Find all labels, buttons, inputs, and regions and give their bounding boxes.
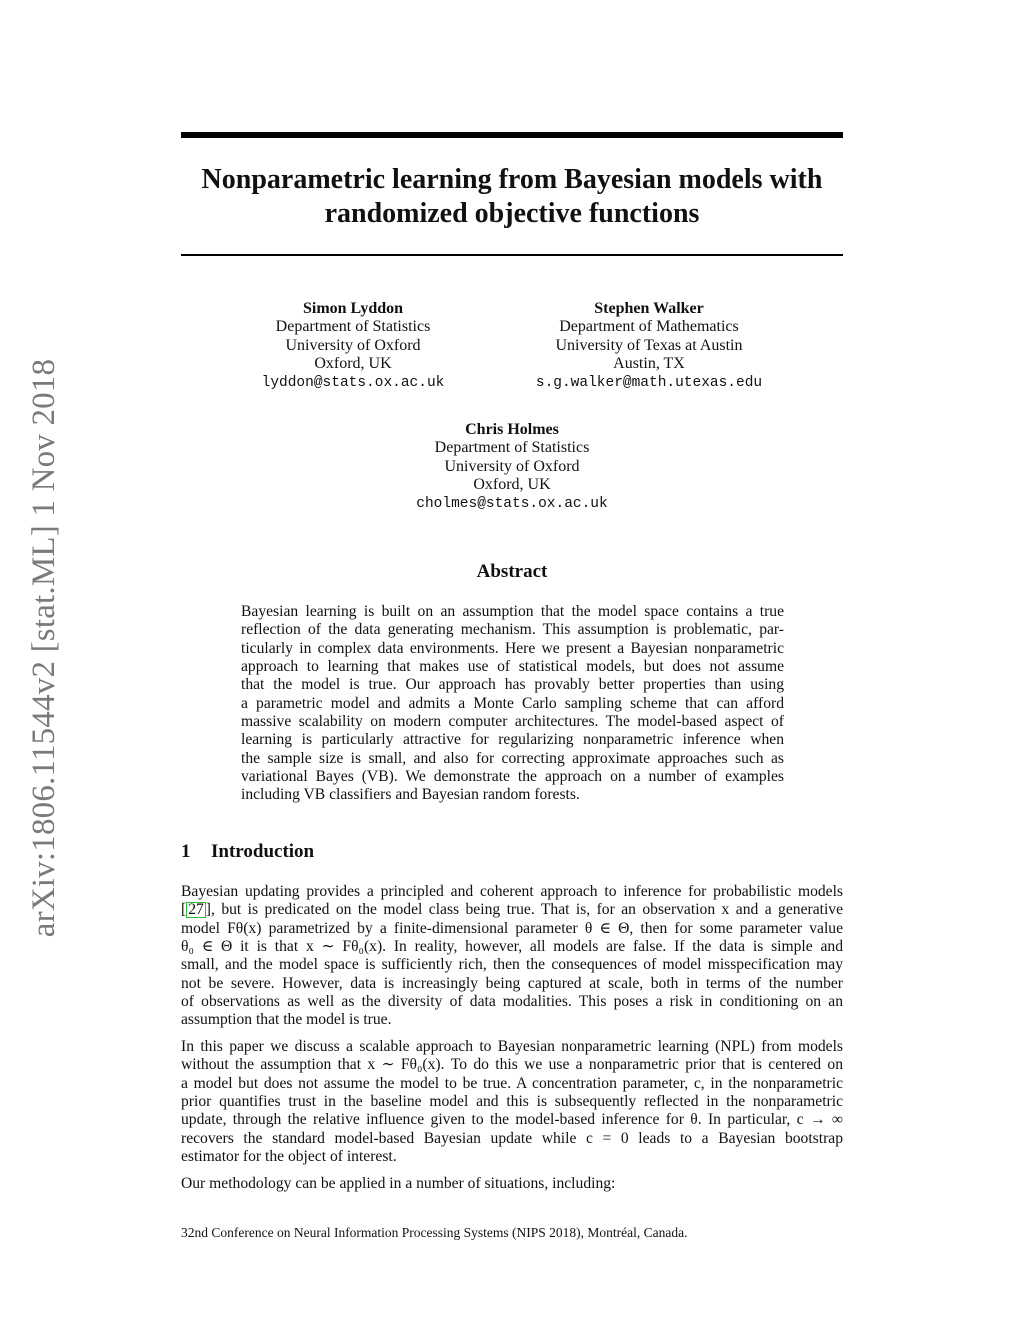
intro-paragraph-3 [181, 1175, 843, 1193]
section-number: 1 [181, 841, 191, 862]
citation-link-27[interactable]: 27 [188, 901, 204, 919]
abstract-line: massive scalability on modern computer architectures. The model-based aspect of [241, 713, 784, 731]
paragraph-line: In this paper we discuss a scalable approach to Bayesian nonparametric learning (NPL) from models [181, 1038, 843, 1055]
author-department: Department of Mathematics [559, 318, 739, 336]
author-email: lyddon@stats.ox.ac.uk [261, 375, 445, 392]
paragraph-line: without the assumption that x ∼ Fθ₀(x). To do this we use a nonparametric prior that is centered on [181, 1056, 843, 1074]
author-location: Austin, TX [613, 354, 685, 372]
abstract-line: that the model is true. Our approach has provably better properties than using [241, 676, 784, 694]
abstract-line: approach to learning that makes use of statistical models, but does not assume [241, 658, 784, 676]
paper-title-line-1: Nonparametric learning from Bayesian models with [201, 164, 823, 195]
author-university: University of Oxford [285, 336, 421, 354]
section-heading-introduction [181, 840, 314, 864]
abstract-line: ticularly in complex data environments. Here we present a Bayesian nonparametric [241, 639, 784, 657]
author-block-lyddon [203, 300, 503, 392]
paragraph-line: of observations as well as the diversity of data modalities. This poses a risk in conditioning on an [181, 993, 843, 1011]
author-university: University of Texas at Austin [555, 336, 743, 354]
author-department: Department of Statistics [275, 318, 431, 336]
paragraph-line: θ₀ ∈ Θ it is that x ∼ Fθ₀(x). In reality, however, all models are false. If the data is simple and [181, 938, 843, 956]
author-name: Stephen Walker [594, 300, 704, 317]
abstract-line: learning is particularly attractive for regularizing nonparametric inference when [241, 731, 784, 749]
paper-title-line-2: randomized objective functions [324, 198, 700, 229]
author-email: s.g.walker@math.utexas.edu [535, 375, 763, 392]
paragraph-line: not be severe. However, data is increasingly being captured at scale, both in terms of the number [181, 974, 843, 992]
author-university: University of Oxford [444, 457, 580, 475]
title-rule-bottom [181, 254, 843, 256]
paragraph-line: small, and the model space is sufficiently rich, then the consequences of model misspecification may [181, 956, 843, 974]
abstract-body [241, 603, 784, 805]
paragraph-line: model Fθ(x) parametrized by a finite-dimensional parameter θ ∈ Θ, then for some parameter value [181, 919, 843, 937]
abstract-line: the sample size is small, and also for correcting approximate approaches such as [241, 749, 784, 767]
paragraph-line: recovers the standard model-based Bayesian update while c = 0 leads to a Bayesian bootstrap [181, 1129, 843, 1147]
author-block-holmes [362, 421, 662, 513]
arxiv-side-stamp: arXiv:1806.11544v2 [stat.ML] 1 Nov 2018 [26, 358, 62, 938]
author-block-walker [499, 300, 799, 392]
paragraph-line-text: , but is predicated on the model class being true. That is, for an observation x and a generative [211, 901, 843, 919]
paragraph-line: estimator for the object of interest. [181, 1148, 397, 1166]
abstract-line: reflection of the data generating mechanism. This assumption is problematic, par- [241, 621, 784, 639]
paragraph-line: prior quantifies trust in the baseline model and this is subsequently reflected in the nonparametric [181, 1093, 843, 1111]
abstract-line: Bayesian learning is built on an assumption that the model space contains a true [241, 603, 784, 620]
author-department: Department of Statistics [434, 439, 590, 457]
conference-footer: 32nd Conference on Neural Information Processing Systems (NIPS 2018), Montréal, Canada. [181, 1225, 688, 1240]
abstract-heading: Abstract [476, 561, 548, 582]
author-location: Oxford, UK [314, 354, 392, 372]
intro-paragraph-1 [181, 883, 843, 1030]
abstract-line: a parametric model and admits a Monte Carlo sampling scheme that can afford [241, 694, 784, 712]
title-rule-top [181, 132, 843, 138]
paragraph-line: assumption that the model is true. [181, 1011, 392, 1029]
paper-title [181, 163, 843, 231]
author-location: Oxford, UK [473, 475, 551, 493]
abstract-line: including VB classifiers and Bayesian random forests. [241, 786, 580, 804]
author-name: Chris Holmes [465, 421, 559, 438]
section-title: Introduction [211, 841, 315, 862]
author-name: Simon Lyddon [302, 300, 404, 317]
intro-paragraph-2 [181, 1038, 843, 1166]
abstract-line: variational Bayes (VB). We demonstrate the approach on a number of examples [241, 768, 784, 786]
paragraph-line: Bayesian updating provides a principled and coherent approach to inference for probabilistic models [181, 883, 843, 900]
paragraph-line: update, through the relative influence given to the model-based inference for θ. In particular, c → ∞ [181, 1111, 843, 1129]
author-email: cholmes@stats.ox.ac.uk [416, 496, 608, 513]
paragraph-line: Our methodology can be applied in a number of situations, including: [181, 1175, 616, 1192]
paragraph-line: a model but does not assume the model to be true. A concentration parameter, c, in the nonparametric [181, 1074, 843, 1092]
paragraph-line: [ 27 ], but is predicated on the model class being true. That is, for an observation x and a generative [181, 901, 843, 919]
